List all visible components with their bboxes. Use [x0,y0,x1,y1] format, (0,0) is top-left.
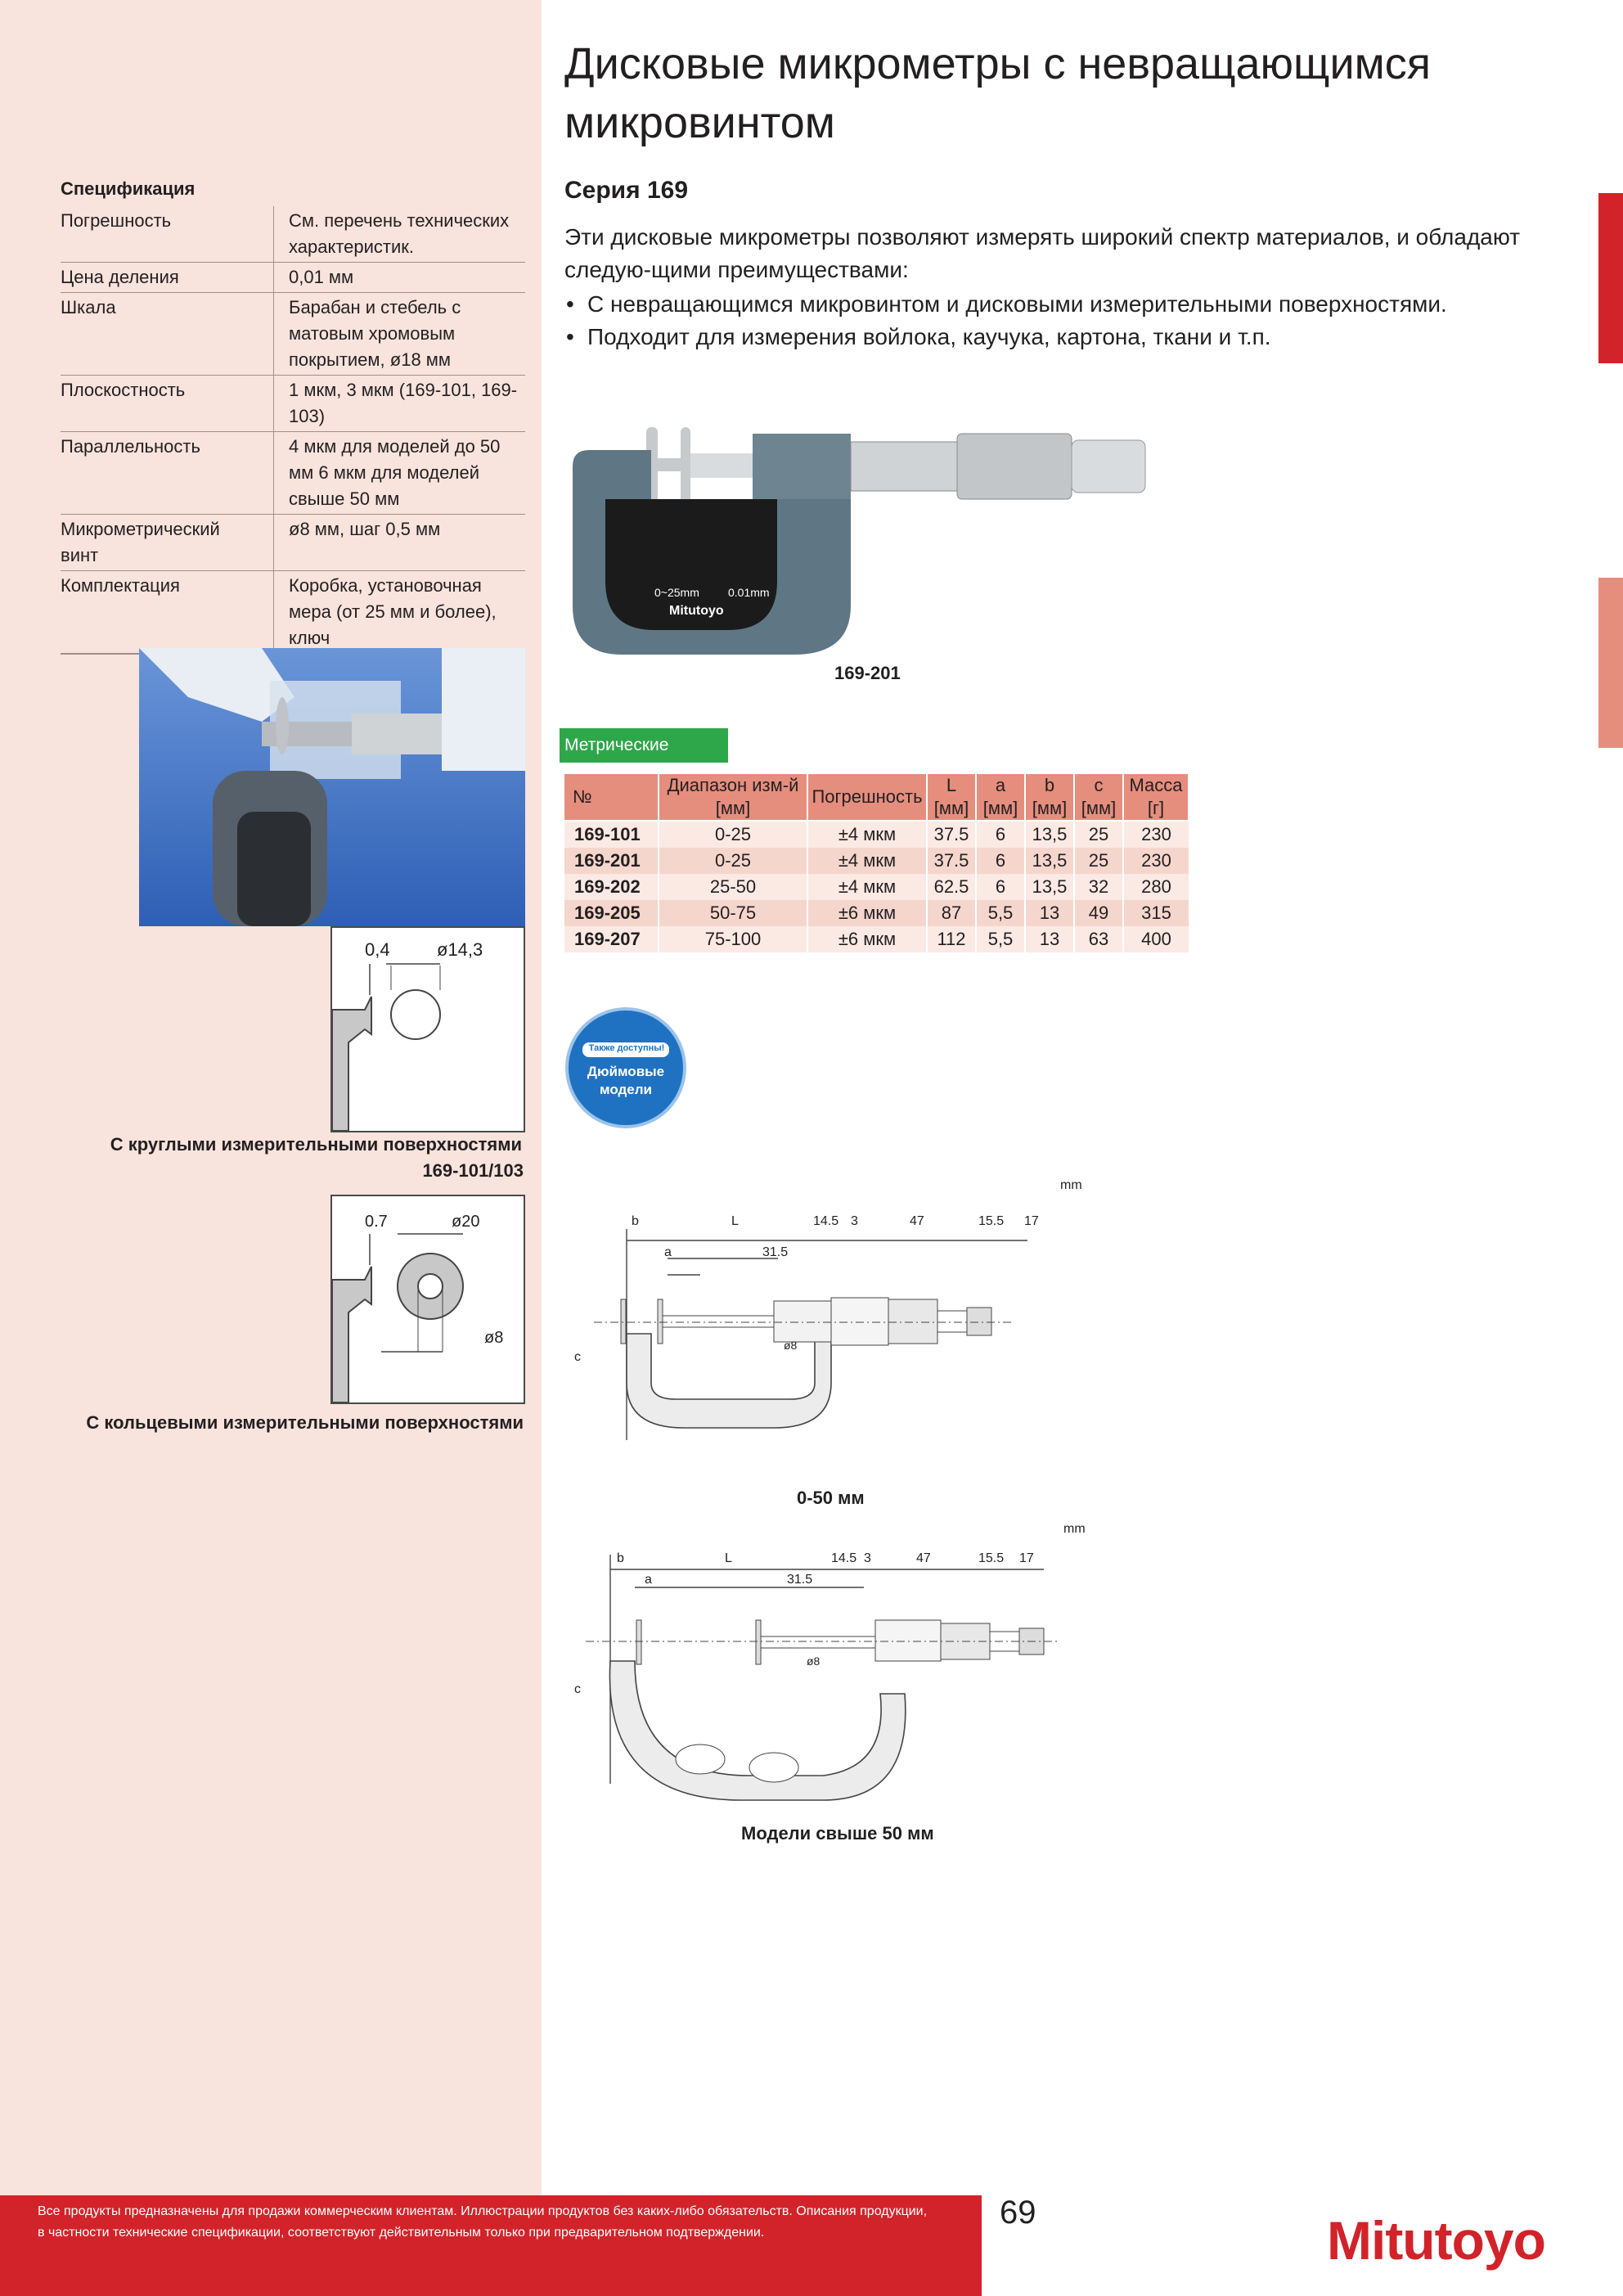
badge-line3: модели [599,1082,652,1097]
page-title: Дисковые микрометры с невращающимся микровинтом [564,39,1431,147]
dim-thickness: 0,4 [365,939,390,960]
feature-item: • С невращающимся микровинтом и дисковыми измерительными поверхностями. [564,288,1447,321]
spec-heading: Спецификация [61,178,196,199]
cell: 37.5 [927,821,976,848]
cell: 25 [1074,848,1123,874]
spec-key: Параллельность [61,432,274,515]
drawing-0-50 [569,1178,1109,1473]
col-header [1025,773,1074,821]
cell: 280 [1123,874,1189,900]
drawing-over-50 [569,1522,1109,1825]
cell: 13,5 [1025,821,1074,848]
spec-row [61,206,525,263]
dim-15-5: 15.5 [978,1551,1005,1565]
dim-L: L [731,1214,739,1228]
product-photo [573,393,1194,655]
cell: 169-201 [564,848,659,874]
cell: ±6 мкм [807,926,927,952]
cell: 13 [1025,900,1074,926]
frame-resolution-text: 0.01mm [728,586,770,599]
cell: 25 [1074,821,1123,848]
cell: 50-75 [659,900,807,926]
series-label: Серия 169 [564,177,689,204]
cell: 169-101 [564,821,659,848]
dim-3: 3 [864,1551,871,1565]
dim-15-5: 15.5 [978,1214,1005,1228]
table-row [564,900,1189,926]
cell: 6 [976,848,1025,874]
cell: 400 [1123,926,1189,952]
round-faces-sketch [330,926,525,1132]
footer-disclaimer: Все продукты предназначены для продажи коммерческим клиентам. Иллюстрации продуктов без каких-либо обязательств. Описания продукции, в частности технические спецификации, соответствуют действительным только при предварительном подтверждении. [38,2204,928,2240]
cell: 37.5 [927,848,976,874]
dim-inner-diameter: ø8 [484,1329,504,1347]
spec-row [61,432,525,515]
col-header [564,773,659,821]
dim-outer-diameter: ø20 [452,1213,480,1231]
metric-tag: Метрические [560,728,728,763]
spec-value: ø8 мм, шаг 0,5 мм [274,515,526,571]
round-faces-caption: С круглыми измерительными поверхностями [110,1134,522,1155]
col-header-top: c [1094,775,1104,795]
cell: 230 [1123,848,1189,874]
spec-row [61,376,525,432]
cell: 5,5 [976,926,1025,952]
spec-row [61,571,525,655]
dim-3: 3 [851,1214,858,1228]
section-tab-pink [1598,578,1623,748]
cell: 169-202 [564,874,659,900]
dim-phi8: ø8 [807,1654,820,1668]
cell: 0-25 [659,821,807,848]
spec-value: См. перечень технических характеристик. [274,206,526,263]
cell: 6 [976,874,1025,900]
dim-31-5: 31.5 [762,1245,789,1259]
cell: 6 [976,821,1025,848]
cell: ±4 мкм [807,874,927,900]
col-header-unit: [мм] [1081,798,1117,818]
dim-17: 17 [1019,1551,1034,1565]
spec-row [61,293,525,376]
product-code: 169-201 [834,663,901,683]
dim-diameter: ø14,3 [437,939,483,960]
intro-text: Эти дисковые микрометры позволяют измерять широкий спектр материалов, и обладают следую-щими преимуществами: [564,224,1521,282]
spec-key: Шкала [61,293,274,376]
spec-value: 1 мкм, 3 мкм (169-101, 169-103) [274,376,526,432]
cell: 87 [927,900,976,926]
cell: 49 [1074,900,1123,926]
cell: 63 [1074,926,1123,952]
drawing-0-50-caption: 0-50 мм [797,1488,865,1508]
spec-row [61,263,525,293]
col-header [659,773,807,821]
dim-14-5: 14.5 [813,1214,839,1228]
cell: 112 [927,926,976,952]
dim-a: a [645,1573,652,1587]
col-header-unit: [г] [1147,798,1165,818]
col-header-unit: [мм] [715,798,751,818]
col-header-unit: [мм] [982,798,1018,818]
spec-value: 4 мкм для моделей до 50 мм 6 мкм для моделей свыше 50 мм [274,432,526,515]
frame-brand: Mitutoyo [669,604,724,618]
round-faces-models: 169-101/103 [422,1160,524,1181]
usage-photo [139,648,525,926]
cell: 13,5 [1025,874,1074,900]
unit-label: mm [1063,1522,1086,1536]
cell: 13,5 [1025,848,1074,874]
col-header-top: № [573,786,592,807]
cell: 75-100 [659,926,807,952]
feature-list [564,288,1447,353]
drawing-over-50-caption: Модели свыше 50 мм [741,1823,934,1844]
spec-key: Цена деления [61,263,274,293]
dim-b: b [617,1551,624,1565]
badge-line1: Также доступны! [588,1043,665,1053]
spec-value: Коробка, установочная мера (от 25 мм и более), ключ [274,571,526,655]
spec-value: 0,01 мм [274,263,526,293]
dim-a: a [664,1245,672,1259]
col-header-top: a [995,775,1006,795]
unit-label: mm [1060,1178,1082,1192]
dim-L: L [725,1551,732,1565]
dim-17: 17 [1024,1214,1039,1228]
cell: ±4 мкм [807,821,927,848]
cell: 315 [1123,900,1189,926]
mitutoyo-logo: Mitutoyo [1327,2210,1545,2271]
spec-key: Комплектация [61,571,274,655]
feature-item: • Подходит для измерения войлока, каучука, картона, ткани и т.п. [564,321,1447,353]
frame-range-text: 0~25mm [654,586,699,599]
spec-key: Плоскостность [61,376,274,432]
cell: 5,5 [976,900,1025,926]
dim-c: c [574,1350,581,1364]
table-row [564,848,1189,874]
col-header-top: Диапазон изм-й [667,775,799,795]
col-header-unit: [мм] [1032,798,1068,818]
dim-47: 47 [910,1214,924,1228]
cell: ±6 мкм [807,900,927,926]
col-header [1074,773,1123,821]
spec-key: Микрометрический винт [61,515,274,571]
col-header [927,773,976,821]
col-header [1123,773,1189,821]
ring-faces-caption: С кольцевыми измерительными поверхностями [86,1412,524,1433]
table-row [564,926,1189,952]
ring-faces-sketch [330,1195,525,1404]
cell: 169-207 [564,926,659,952]
dim-thickness: 0.7 [365,1213,388,1231]
spec-table [61,206,525,655]
col-header-top: Масса [1129,775,1183,795]
spec-value: Барабан и стебель с матовым хромовым покрытием, ø18 мм [274,293,526,376]
cell: 62.5 [927,874,976,900]
dim-b: b [632,1214,639,1228]
cell: 169-205 [564,900,659,926]
col-header-top: L [946,775,957,795]
spec-key: Погрешность [61,206,274,263]
dim-47: 47 [916,1551,931,1565]
table-row [564,821,1189,848]
col-header-top: Погрешность [812,786,923,807]
cell: 25-50 [659,874,807,900]
col-header-top: b [1044,775,1055,795]
cell: 32 [1074,874,1123,900]
cell: ±4 мкм [807,848,927,874]
metric-table [563,772,1189,952]
metric-header-row [564,773,1189,821]
cell: 13 [1025,926,1074,952]
spec-row [61,515,525,571]
col-header [807,773,927,821]
badge-line2: Дюймовые [587,1064,665,1079]
dim-31-5: 31.5 [787,1573,813,1587]
cell: 230 [1123,821,1189,848]
section-tab-red [1598,193,1623,363]
page-number: 69 [1000,2195,1036,2231]
dim-c: c [574,1682,581,1696]
dim-14-5: 14.5 [831,1551,857,1565]
col-header-unit: [мм] [933,798,969,818]
col-header [976,773,1025,821]
inch-models-badge [564,1006,687,1129]
cell: 0-25 [659,848,807,874]
table-row [564,874,1189,900]
dim-phi8: ø8 [784,1339,798,1352]
